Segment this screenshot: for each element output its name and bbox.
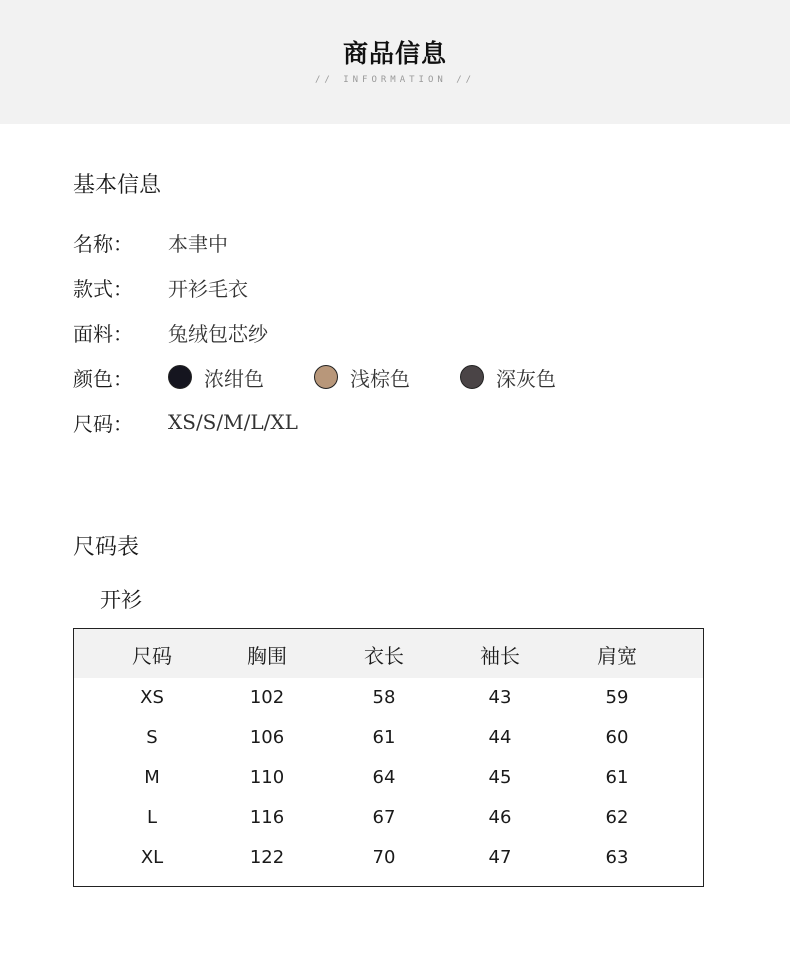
fabric-value: 兔绒包芯纱 xyxy=(168,321,268,346)
color-swatch-navy xyxy=(168,363,264,392)
table-cell: 47 xyxy=(488,847,512,868)
page-subtitle: // INFORMATION // xyxy=(314,75,476,85)
column-header: 衣长 xyxy=(364,644,404,668)
table-row xyxy=(74,679,703,719)
swatch-label-navy: 浓绀色 xyxy=(204,366,264,391)
size-label: 尺码： xyxy=(73,411,133,436)
table-cell: 106 xyxy=(249,727,285,748)
table-row xyxy=(74,839,703,879)
table-cell: 62 xyxy=(605,807,629,828)
fabric-label: 面料： xyxy=(73,321,133,346)
table-cell: 122 xyxy=(249,847,285,868)
info-row-color xyxy=(73,362,606,392)
table-cell: 58 xyxy=(372,687,396,708)
info-row-fabric xyxy=(73,317,268,347)
swatch-dot-light-brown xyxy=(314,365,338,389)
table-cell: 61 xyxy=(372,727,396,748)
column-header: 胸围 xyxy=(247,644,287,668)
swatch-label-light-brown: 浅棕色 xyxy=(350,366,410,391)
column-header: 肩宽 xyxy=(597,644,637,668)
swatch-dot-navy xyxy=(168,365,192,389)
basic-info-heading: 基本信息 xyxy=(73,173,162,198)
color-swatch-light-brown xyxy=(314,363,410,392)
page-title: 商品信息 xyxy=(342,39,447,68)
table-row xyxy=(74,799,703,839)
info-row-size xyxy=(73,407,298,437)
table-cell: XS xyxy=(140,687,164,708)
table-cell: 59 xyxy=(605,687,629,708)
table-header xyxy=(74,629,703,678)
color-swatch-dark-gray xyxy=(460,363,556,392)
table-cell: 46 xyxy=(488,807,512,828)
table-cell: XL xyxy=(140,847,164,868)
table-cell: 60 xyxy=(605,727,629,748)
table-cell: 67 xyxy=(372,807,396,828)
table-cell: 116 xyxy=(249,807,285,828)
style-value: 开衫毛衣 xyxy=(168,276,248,301)
column-header: 尺码 xyxy=(132,644,172,668)
table-cell: 45 xyxy=(488,767,512,788)
table-cell: L xyxy=(146,807,158,828)
table-row xyxy=(74,759,703,799)
table-cell: 44 xyxy=(488,727,512,748)
color-label: 颜色： xyxy=(73,366,133,391)
column-header: 袖长 xyxy=(480,644,520,668)
table-cell: S xyxy=(146,727,158,748)
size-value: XS/S/M/L/XL xyxy=(168,410,298,434)
table-cell: 70 xyxy=(372,847,396,868)
table-row xyxy=(74,719,703,759)
info-row-name xyxy=(73,227,228,257)
table-cell: 43 xyxy=(488,687,512,708)
style-label: 款式： xyxy=(73,276,133,301)
name-value: 本聿中 xyxy=(168,231,228,256)
table-cell: M xyxy=(144,767,160,788)
size-table xyxy=(73,628,704,887)
table-cell: 63 xyxy=(605,847,629,868)
size-chart-subheading: 开衫 xyxy=(100,588,142,612)
table-cell: 61 xyxy=(605,767,629,788)
size-chart-heading: 尺码表 xyxy=(73,535,140,560)
table-cell: 64 xyxy=(372,767,396,788)
table-cell: 110 xyxy=(249,767,285,788)
header-band xyxy=(0,0,790,124)
table-cell: 102 xyxy=(249,687,285,708)
name-label: 名称： xyxy=(73,231,133,256)
swatch-dot-dark-gray xyxy=(460,365,484,389)
info-row-style xyxy=(73,272,248,302)
swatch-label-dark-gray: 深灰色 xyxy=(496,366,556,391)
